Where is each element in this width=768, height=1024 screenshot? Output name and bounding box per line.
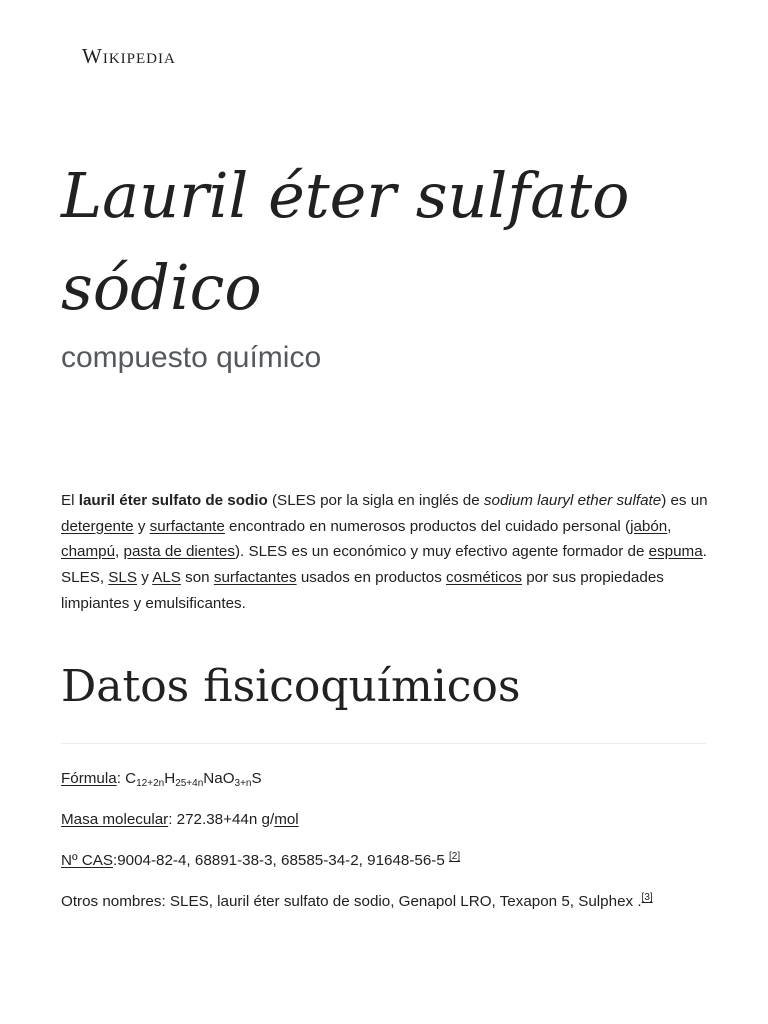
formula-part: NaO bbox=[203, 770, 235, 787]
intro-text: (SLES por la sigla en inglés de bbox=[267, 492, 484, 509]
link-surfactantes[interactable]: surfactantes bbox=[213, 569, 297, 587]
reference-link-3[interactable]: [3] bbox=[641, 892, 653, 903]
link-jabon[interactable]: jabón bbox=[630, 517, 668, 535]
reference-3 bbox=[642, 892, 653, 903]
intro-text: por sus propiedades limpiantes y emulsificantes. bbox=[61, 569, 664, 612]
facts-list bbox=[61, 768, 721, 932]
link-sls[interactable]: SLS bbox=[108, 569, 137, 587]
formula-subscript: 25+4n bbox=[175, 778, 204, 789]
link-surfactante[interactable]: surfactante bbox=[149, 517, 225, 535]
intro-text: son bbox=[180, 569, 214, 587]
fact-text: : bbox=[116, 770, 126, 787]
link-mol[interactable]: mol bbox=[274, 811, 299, 828]
intro-text: . SLES, bbox=[61, 543, 707, 587]
intro-text: , bbox=[667, 517, 672, 535]
reference-2 bbox=[449, 851, 460, 862]
intro-paragraph bbox=[61, 488, 711, 617]
page-title-line1: Lauril éter sulfato bbox=[61, 159, 630, 232]
intro-text: , bbox=[115, 543, 124, 561]
reference-link-2[interactable]: [2] bbox=[449, 851, 461, 862]
intro-bold-term: lauril éter sulfato de sodio bbox=[78, 492, 268, 509]
formula-part: C bbox=[125, 770, 137, 787]
fact-otros-nombres bbox=[61, 891, 721, 913]
formula-part: H bbox=[164, 770, 176, 787]
section-divider bbox=[61, 743, 706, 744]
intro-text: encontrado en numerosos productos del cuidado personal ( bbox=[224, 517, 631, 535]
fact-masa-molecular bbox=[61, 809, 721, 831]
fact-formula bbox=[61, 768, 721, 790]
wikipedia-logo[interactable]: Wikipedia bbox=[82, 44, 176, 68]
link-cas[interactable]: Nº CAS bbox=[61, 852, 113, 869]
link-espuma[interactable]: espuma bbox=[648, 543, 703, 561]
formula-subscript: 3+n bbox=[234, 778, 252, 789]
fact-text: :9004-82-4, 68891-38-3, 68585-34-2, 91648-56-5 bbox=[112, 852, 450, 869]
link-formula[interactable]: Fórmula bbox=[61, 770, 117, 787]
link-detergente[interactable]: detergente bbox=[61, 517, 134, 535]
link-als[interactable]: ALS bbox=[152, 569, 181, 587]
page-title-line2: sódico bbox=[61, 251, 262, 324]
formula-part: S bbox=[251, 770, 262, 787]
intro-text: El bbox=[61, 492, 79, 509]
link-cosmeticos[interactable]: cosméticos bbox=[446, 569, 523, 587]
link-pasta-de-dientes[interactable]: pasta de dientes bbox=[123, 543, 235, 561]
section-heading-datos: Datos fisicoquímicos bbox=[61, 661, 521, 712]
intro-italic-term: sodium lauryl ether sulfate bbox=[483, 492, 662, 509]
fact-text: Otros nombres: SLES, lauril éter sulfato de sodio, Genapol LRO, Texapon 5, Sulphex . bbox=[61, 893, 642, 910]
link-champu[interactable]: champú bbox=[61, 543, 116, 561]
page-title bbox=[61, 150, 721, 334]
fact-cas bbox=[61, 850, 721, 872]
intro-text: ). SLES es un económico y muy efectivo agente formador de bbox=[234, 543, 649, 561]
page-subtitle: compuesto químico bbox=[61, 341, 322, 374]
intro-text: usados en productos bbox=[296, 569, 447, 587]
link-masa-molecular[interactable]: Masa molecular bbox=[61, 811, 169, 828]
fact-text: : 272.38+44n g/ bbox=[168, 811, 275, 828]
intro-text: y bbox=[133, 517, 150, 535]
intro-text: ) es un bbox=[661, 492, 708, 509]
formula-subscript: 12+2n bbox=[136, 778, 165, 789]
intro-text: y bbox=[137, 569, 153, 587]
